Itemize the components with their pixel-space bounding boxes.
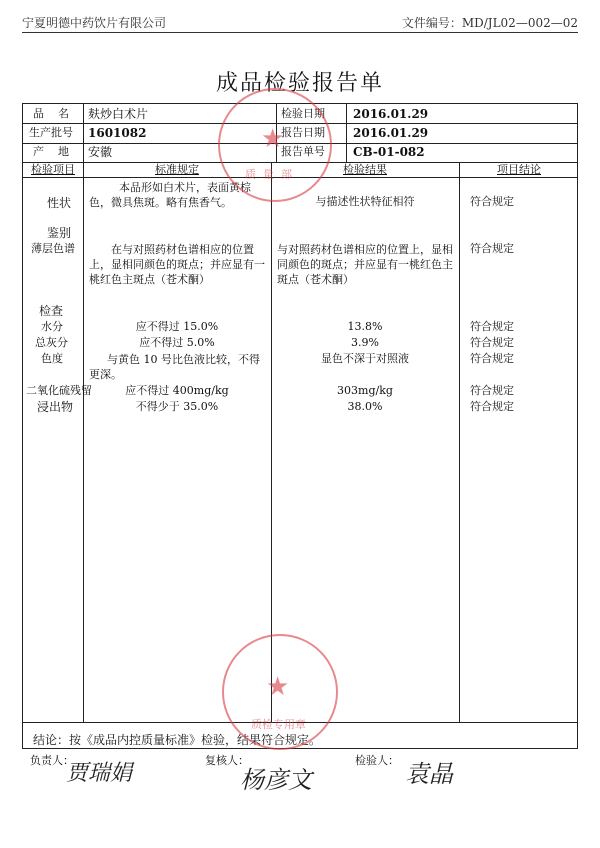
inspect-date-label: 检验日期 — [281, 107, 325, 120]
reviewer-signature: 杨彦文 — [240, 766, 312, 794]
stamp-star-icon: ★ — [266, 672, 290, 702]
appearance-item: 性状 — [47, 196, 72, 210]
report-no-label: 报告单号 — [281, 145, 325, 158]
color-result: 显色不深于对照液 — [321, 352, 409, 365]
batch-label: 生产批号 — [29, 126, 73, 139]
appearance-result: 与描述性状特征相符 — [315, 195, 415, 208]
responsible-signature: 贾瑞娟 — [66, 761, 133, 786]
water-conclusion: 符合规定 — [470, 320, 514, 333]
extract-item: 浸出物 — [37, 400, 74, 414]
batch-value: 1601082 — [88, 126, 147, 140]
inspect-date-value: 2016.01.29 — [353, 107, 429, 121]
header-rule — [22, 32, 578, 33]
extract-standard: 不得少于 35.0% — [135, 400, 219, 413]
ash-item: 总灰分 — [35, 336, 68, 349]
name-label: 品 名 — [33, 107, 69, 120]
ash-standard: 应不得过 5.0% — [139, 336, 215, 349]
report-date-value: 2016.01.29 — [353, 126, 429, 140]
check-heading: 检查 — [39, 304, 64, 318]
col-divider — [346, 104, 347, 162]
so2-item: 二氧化硫残留 — [26, 384, 92, 397]
origin-value: 安徽 — [88, 145, 113, 159]
tlc-item: 薄层色谱 — [31, 242, 75, 255]
col-divider — [459, 162, 460, 722]
origin-label: 产 地 — [33, 145, 69, 158]
responsible-label: 负责人： — [30, 754, 74, 767]
col-divider — [83, 162, 84, 722]
name-value: 麸炒白术片 — [88, 107, 149, 121]
tlc-standard: 在与对照药材色谱相应的位置上，显相同颜色的斑点；并应显有一桃红色主斑点（苍术酮） — [89, 243, 265, 286]
identify-heading: 鉴别 — [47, 226, 72, 240]
inspector-label: 检验人： — [355, 754, 399, 767]
color-standard: 与黄色 10 号比色液比较，不得更深。 — [89, 353, 260, 381]
water-result: 13.8% — [347, 320, 383, 333]
col-divider — [83, 104, 84, 162]
report-no-value: CB-01-082 — [353, 145, 425, 159]
so2-conclusion: 符合规定 — [470, 384, 514, 397]
inspector-signature: 袁晶 — [405, 760, 453, 788]
appearance-conclusion: 符合规定 — [470, 195, 514, 208]
conclusion-text: 结论：按《成品内控质量标准》检验，结果符合规定。 — [33, 733, 322, 747]
extract-result: 38.0% — [347, 400, 383, 413]
water-standard: 应不得过 15.0% — [135, 320, 219, 333]
stamp-1-text: 质 量 部 — [245, 168, 292, 181]
extract-conclusion: 符合规定 — [470, 400, 514, 413]
color-item: 色度 — [41, 352, 63, 365]
document-number: 文件编号：MD/JL02—002—02 — [401, 16, 578, 30]
col-header-item: 检验项目 — [31, 163, 75, 176]
page-title: 成品检验报告单 — [215, 71, 384, 96]
ash-result: 3.9% — [351, 336, 379, 349]
ash-conclusion: 符合规定 — [470, 336, 514, 349]
quality-dept-stamp — [218, 88, 332, 202]
reviewer-label: 复核人： — [205, 754, 249, 767]
company-name: 宁夏明德中药饮片有限公司 — [22, 16, 167, 30]
tlc-result: 与对照药材色谱相应的位置上，显相同颜色的斑点；并应显有一桃红色主斑点（苍术酮） — [277, 243, 453, 286]
col-header-conclusion: 项目结论 — [497, 163, 541, 176]
col-header-standard: 标准规定 — [155, 163, 199, 176]
stamp-star-icon: ★ — [261, 124, 285, 154]
col-header-result: 检验结果 — [343, 163, 387, 176]
appearance-standard: 本品形如白术片，表面黄棕色，微具焦斑。略有焦香气。 — [89, 181, 251, 209]
report-date-label: 报告日期 — [281, 126, 325, 139]
water-item: 水分 — [41, 320, 63, 333]
qc-seal-stamp — [222, 634, 338, 750]
so2-result: 303mg/kg — [337, 384, 393, 397]
so2-standard: 应不得过 400mg/kg — [125, 384, 229, 397]
color-conclusion: 符合规定 — [470, 352, 514, 365]
stamp-2-text: 质检专用章 — [251, 718, 306, 731]
tlc-conclusion: 符合规定 — [470, 242, 514, 255]
